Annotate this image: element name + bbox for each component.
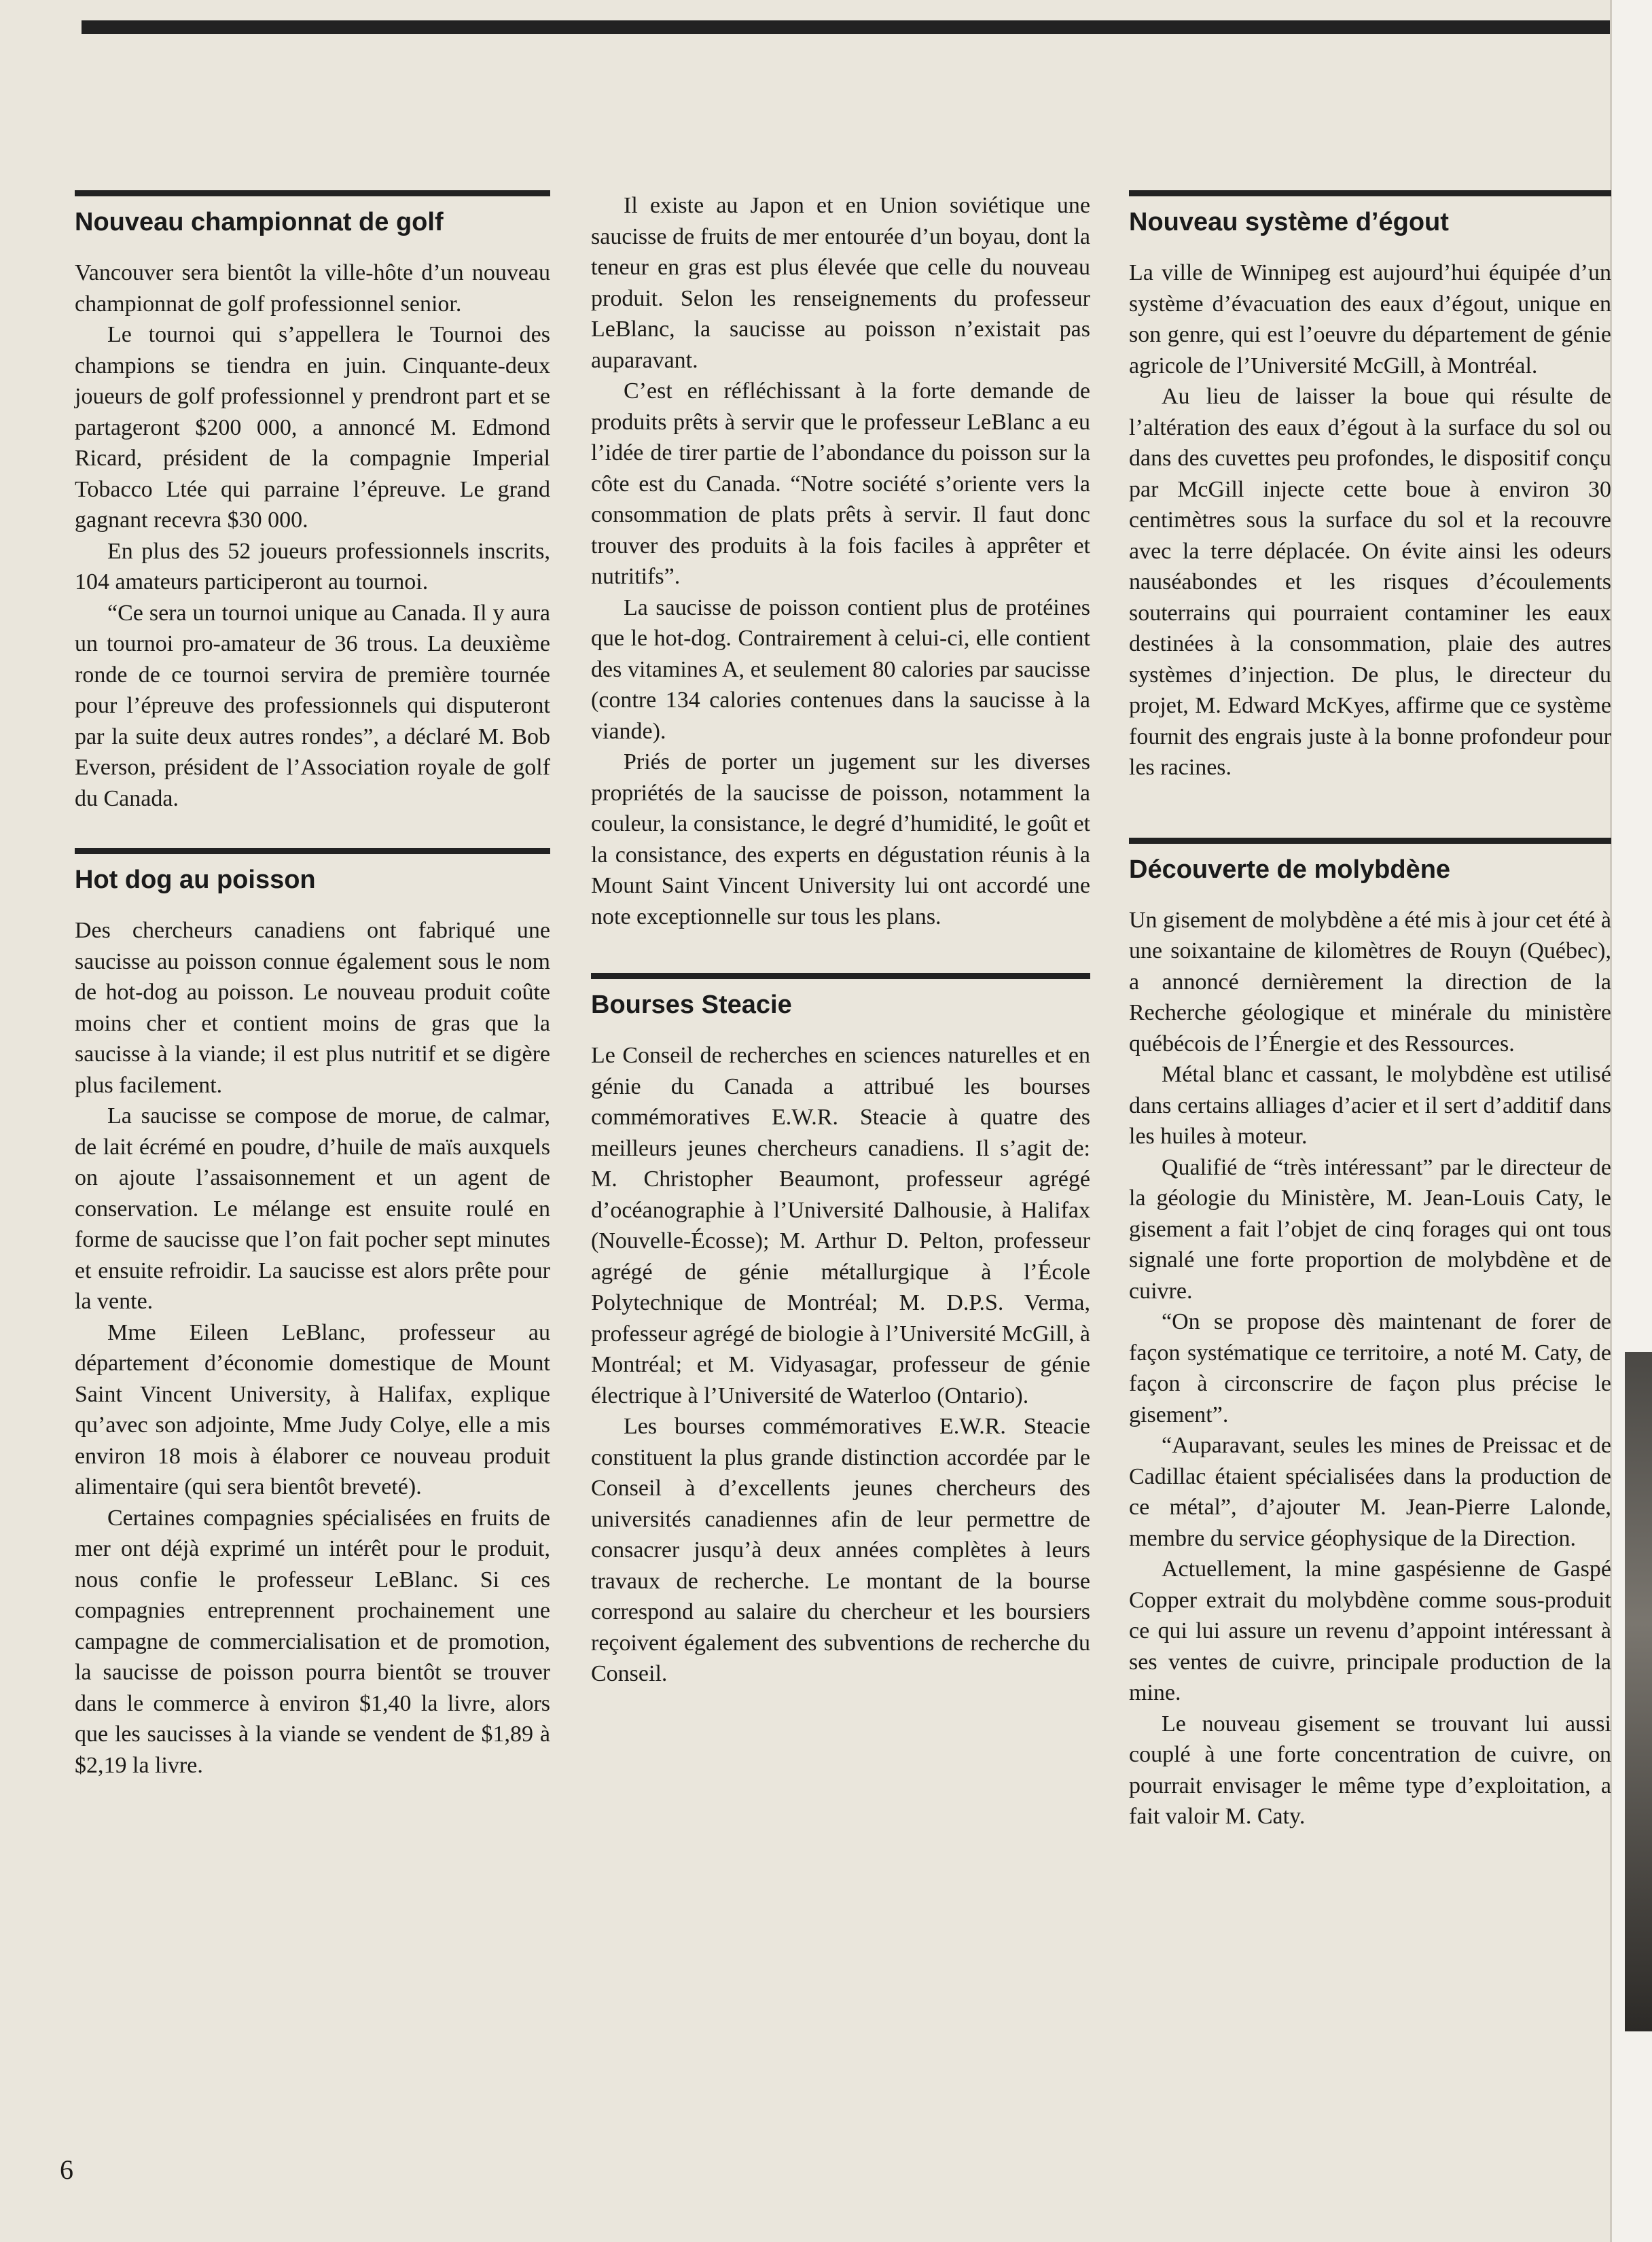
column-3 [1129,190,1611,1866]
article-rule [591,973,1090,979]
paragraph: En plus des 52 joueurs professionnels inscrits, 104 amateurs participeront au tournoi. [75,538,550,594]
article-title: Découverte de molybdène [1129,855,1451,884]
article-title: Hot dog au poisson [75,866,316,894]
paragraph: Certaines compagnies spécialisées en fruits de mer ont déjà exprimé un intérêt pour le produit, nous confie le professeur LeBlanc. Si ces compagnies entreprennent prochainement une campagne de commercialisation et de promotion, la saucisse de poisson pourra bientôt se trouver dans le commerce à environ $1,40 la livre, alors que les saucisses à la viande se vendent de $1,89 à $2,19 la livre. [75,1505,550,1778]
page-number: 6 [60,2154,73,2185]
article-golf [75,190,550,814]
article-rule [75,190,550,196]
article-title: Nouveau système d’égout [1129,208,1449,236]
article-rule [1129,190,1611,196]
column-2 [591,190,1090,1724]
paragraph: Qualifié de “très intéressant” par le directeur de la géologie du Ministère, M. Jean-Louis Caty, le gisement a fait l’objet de cinq forages qui ont tous signalé une forte proportion de molybdène et de cuivre. [1129,1154,1611,1304]
article-hotdog [75,848,550,1781]
paragraph: Actuellement, la mine gaspésienne de Gaspé Copper extrait du molybdène comme sous-produit ce qui lui assure un revenu d’appoint intéressant à ses ventes de cuivre, principale production de la mine. [1129,1556,1611,1705]
column-1 [75,190,550,1815]
paragraph: Il existe au Japon et en Union soviétique une saucisse de fruits de mer entourée d’un boyau, dont la teneur en gras est plus élevée que celle du nouveau produit. Selon les renseignements du professeur LeBlanc, la saucisse au poisson n’existait pas auparavant. [591,193,1090,373]
top-rule [82,20,1617,34]
paragraph: “Auparavant, seules les mines de Preissac et de Cadillac étaient spécialisées dans la production de ce métal”, d’ajouter M. Jean-Pierre Lalonde, membre du service géophysique de la Direction. [1129,1433,1611,1551]
paragraph: C’est en réfléchissant à la forte demande de produits prêts à servir que le professeur LeBlanc a eu l’idée de tirer partie de l’abondance du poisson sur la côte est du Canada. “Notre société s’oriente vers la consommation de plats prêts à servir. Il faut donc trouver des produits à la fois faciles à apprêter et nutritifs”. [591,378,1090,589]
article-title: Nouveau championnat de golf [75,208,444,236]
paragraph: Les bourses commémoratives E.W.R. Steacie constituent la plus grande distinction accordée par le Conseil à d’excellents jeunes chercheurs des universités canadiennes afin de leur permettre de consacrer jusqu’à deux années complètes à leurs travaux de recherche. Le montant de la bourse correspond au salaire du chercheur et les boursiers reçoivent également des subventions de recherche du Conseil. [591,1414,1090,1686]
paragraph: La saucisse se compose de morue, de calmar, de lait écrémé en poudre, d’huile de maïs auxquels on ajoute l’assaisonnement et un agent de conservation. Le mélange est ensuite roulé en forme de saucisse que l’on fait pocher sept minutes et ensuite refroidir. La saucisse est alors prête pour la vente. [75,1103,550,1314]
paragraph: “On se propose dès maintenant de forer de façon systématique ce territoire, a noté M. Caty, de façon à circonscrire de façon plus précise le gisement”. [1129,1309,1611,1427]
next-page-photo-edge [1625,1352,1652,2031]
paragraph: Mme Eileen LeBlanc, professeur au département d’économie domestique de Mount Saint Vincent University, à Halifax, explique qu’avec son adjointe, Mme Judy Colye, elle a mis environ 18 mois à élaborer ce nouveau produit alimentaire (qui sera bientôt breveté). [75,1319,550,1499]
article-steacie [591,973,1090,1690]
paragraph: Priés de porter un jugement sur les diverses propriétés de la saucisse de poisson, notamment la couleur, la consistance, le degré d’humidité, le goût et la consistance, des experts en dégustation réunis à la Mount Saint Vincent University lui ont accordé une note exceptionnelle sur tous les plans. [591,749,1090,929]
article-hotdog-continued [591,190,1090,932]
paragraph: “Ce sera un tournoi unique au Canada. Il y aura un tournoi pro-amateur de 36 trous. La deuxième ronde de ce tournoi servira de première tournée pour l’épreuve des professionnels qui disputeront par la suite deux autres rondes”, a déclaré M. Bob Everson, président de l’Association royale de golf du Canada. [75,600,550,811]
article-molybdene [1129,838,1611,1832]
paragraph: Vancouver sera bientôt la ville-hôte d’un nouveau championnat de golf professionnel senior. [75,260,550,317]
paragraph: Des chercheurs canadiens ont fabriqué une saucisse au poisson connue également sous le nom de hot-dog au poisson. Le nouveau produit coûte moins cher et contient moins de gras que la saucisse à la viande; il est plus nutritif et se digère plus facilement. [75,918,550,1098]
article-egout [1129,190,1611,783]
paragraph: Un gisement de molybdène a été mis à jour cet été à une soixantaine de kilomètres de Rouyn (Québec), a annoncé dernièrement la direction de la Recherche géologique et minérale du ministère québécois de l’Énergie et des Ressources. [1129,907,1611,1056]
paragraph: La ville de Winnipeg est aujourd’hui équipée d’un système d’évacuation des eaux d’égout, unique en son genre, qui est l’oeuvre du département de génie agricole de l’Université McGill, à Montréal. [1129,260,1611,378]
paragraph: Le nouveau gisement se trouvant lui aussi couplé à une forte concentration de cuivre, on pourrait envisager le même type d’exploitation, a fait valoir M. Caty. [1129,1711,1611,1829]
article-rule [75,848,550,854]
paragraph: La saucisse de poisson contient plus de protéines que le hot-dog. Contrairement à celui-ci, elle contient des vitamines A, et seulement 80 calories par saucisse (contre 134 calories contenues dans la saucisse à la viande). [591,594,1090,744]
article-title: Bourses Steacie [591,991,792,1019]
paragraph: Le Conseil de recherches en sciences naturelles et en génie du Canada a attribué les bourses commémoratives E.W.R. Steacie à quatre des meilleurs jeunes chercheurs canadiens. Il s’agit de: M. Christopher Beaumont, professeur agrégé d’océanographie à l’Université Dalhousie, à Halifax (Nouvelle-Écosse); M. Arthur D. Pelton, professeur agrégé de génie métallurgique à l’École Polytechnique de Montréal; M. D.P.S. Verma, professeur agrégé de biologie à l’Université McGill, à Montréal; et M. Vidyasagar, professeur de génie électrique à l’Université de Waterloo (Ontario). [591,1043,1090,1408]
paragraph: Le tournoi qui s’appellera le Tournoi des champions se tiendra en juin. Cinquante-deux joueurs de golf professionnel y prendront part et se partageront $200 000, a annoncé M. Edmond Ricard, président de la compagnie Imperial Tobacco Ltée qui parraine l’épreuve. Le grand gagnant recevra $30 000. [75,322,550,533]
paragraph: Métal blanc et cassant, le molybdène est utilisé dans certains alliages d’acier et il sert d’additif dans les huiles à moteur. [1129,1062,1611,1149]
article-rule [1129,838,1611,844]
paragraph: Au lieu de laisser la boue qui résulte de l’altération des eaux d’égout à la surface du sol ou dans des cuvettes peu profondes, le dispositif conçu par McGill injecte cette boue à environ 30 centimètres sous la surface du sol et la recouvre avec la terre déplacée. On évite ainsi les odeurs nauséabondes et les risques d’écoulements souterrains qui pourraient contaminer les eaux destinées à la consommation, plaie des autres systèmes d’injection. De plus, le directeur du projet, M. Edward McKyes, affirme que ce système fournit des engrais juste à la bonne profondeur pour les racines. [1129,384,1611,780]
